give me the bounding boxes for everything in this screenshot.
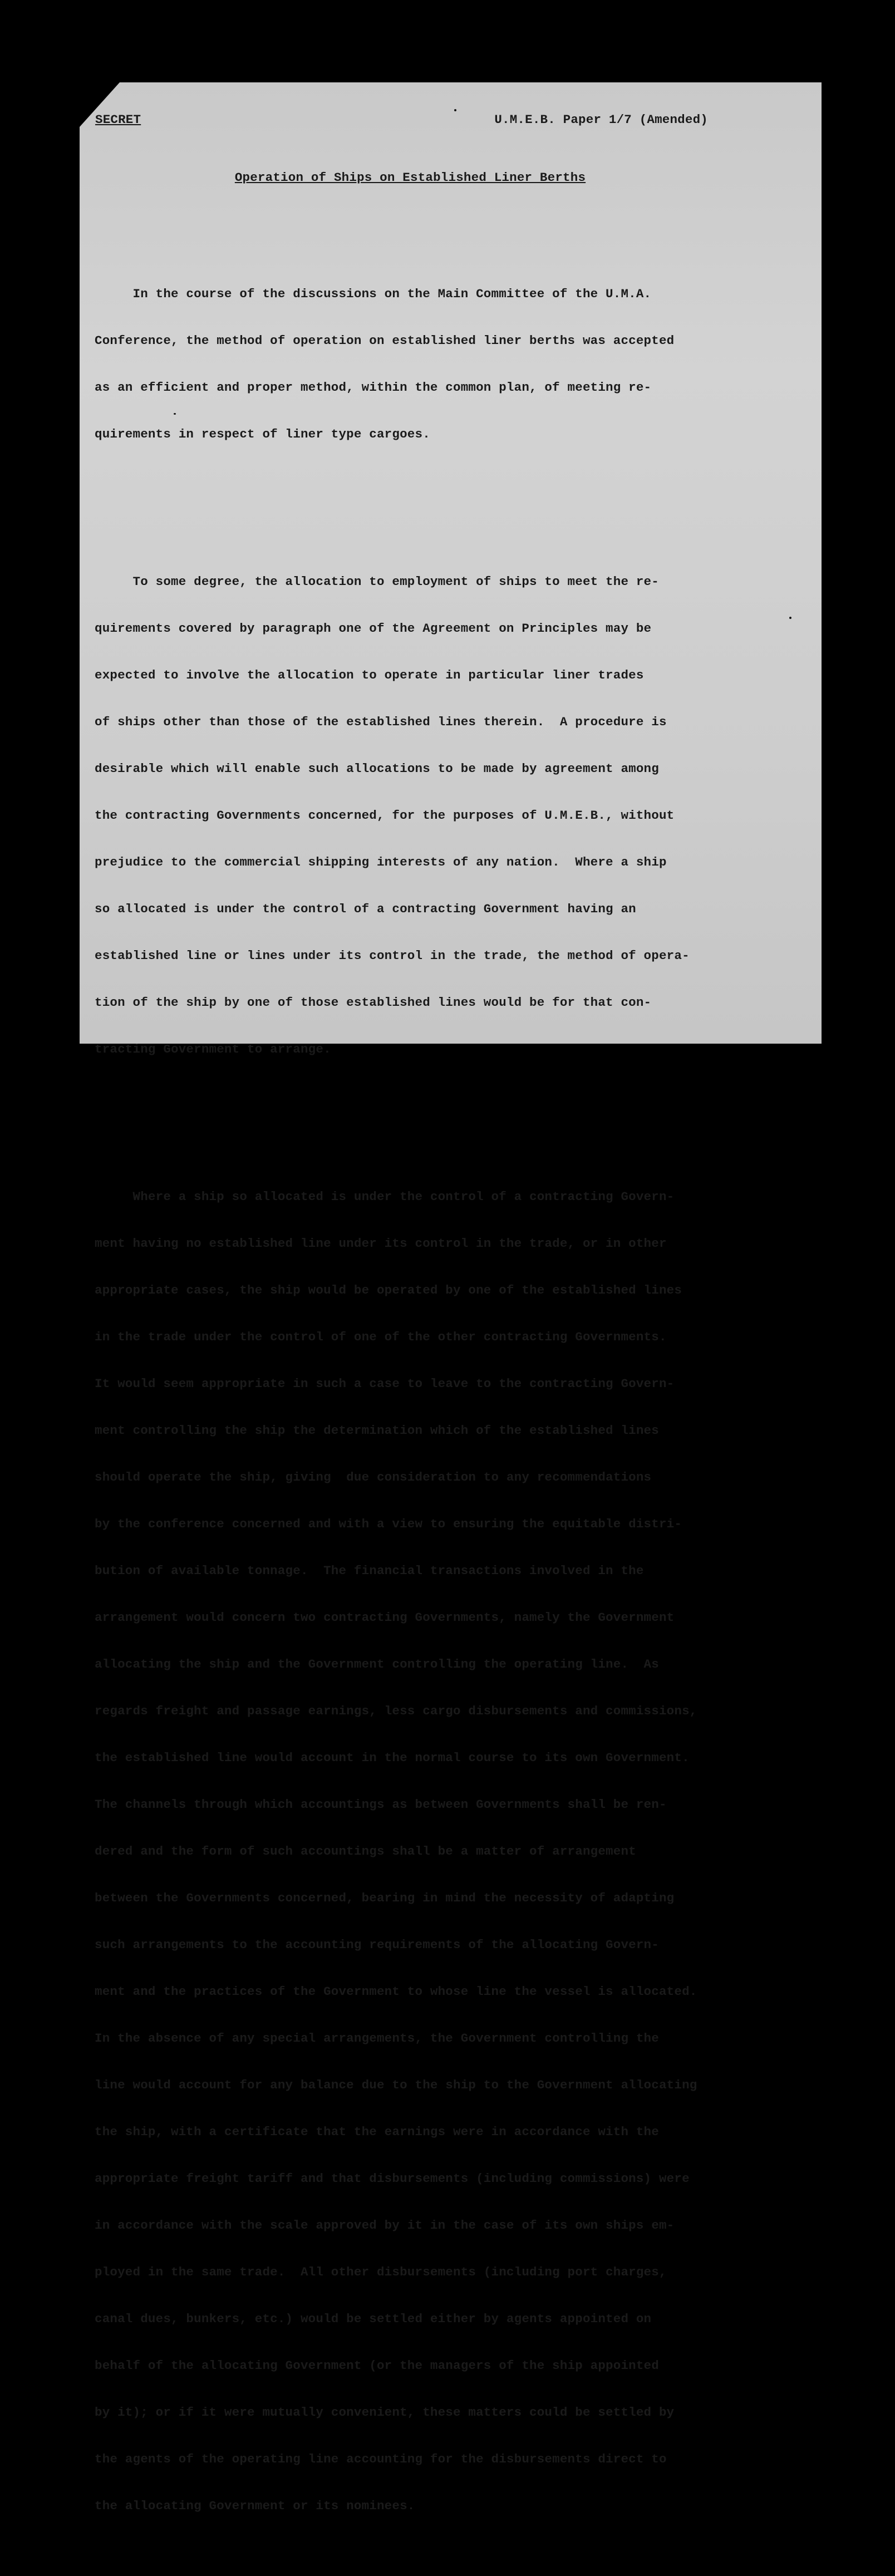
text-line: established line or lines under its control in the trade, the method of opera-	[95, 948, 690, 963]
text-line: allocating the ship and the Government controlling the operating line. As	[95, 1657, 659, 1672]
text-line: regards freight and passage earnings, less cargo disbursements and commissions,	[95, 1704, 697, 1718]
text-line: the agents of the operating line accounting for the disbursements direct to	[95, 2452, 667, 2466]
text-line: appropriate freight tariff and that disbursements (including commissions) were	[95, 2171, 690, 2186]
text-line: the ship, with a certificate that the earnings were in accordance with the	[95, 2125, 659, 2139]
text-line: ment controlling the ship the determination which of the established lines	[95, 1423, 659, 1438]
text-line: The channels through which accountings as between Governments shall be ren-	[95, 1797, 667, 1812]
text-line: ment having no established line under its control in the trade, or in other	[95, 1236, 667, 1251]
text-line: bution of available tonnage. The financial transactions involved in the	[95, 1564, 644, 1578]
text-line: tion of the ship by one of those established lines would be for that con-	[95, 995, 652, 1010]
text-line: so allocated is under the control of a contracting Government having an	[95, 902, 636, 916]
text-line: canal dues, bunkers, etc.) would be settled either by agents appointed on	[95, 2312, 652, 2326]
classification-marking: SECRET	[95, 112, 141, 127]
text-line: the established line would account in the normal course to its own Government.	[95, 1751, 690, 1765]
paragraph-1	[95, 255, 701, 473]
text-line: desirable which will enable such allocations to be made by agreement among	[95, 761, 659, 776]
text-line: In the course of the discussions on the Main Committee of the U.M.A.	[95, 287, 652, 301]
text-line: the allocating Government or its nominees.	[95, 2499, 415, 2513]
paper-reference: U.M.E.B. Paper 1/7 (Amended)	[494, 112, 708, 127]
text-line: expected to involve the allocation to operate in particular liner trades	[95, 668, 644, 682]
text-line: Conference, the method of operation on established liner berths was accepted	[95, 333, 675, 348]
document-body	[95, 81, 708, 2576]
text-line: Where a ship so allocated is under the control of a contracting Govern-	[95, 1189, 675, 1204]
text-line: should operate the ship, giving due consideration to any recommendations	[95, 1470, 652, 1484]
text-line: ployed in the same trade. All other disbursements (including port charges,	[95, 2265, 667, 2279]
text-line: by it); or if it were mutually convenient, these matters could be settled by	[95, 2405, 675, 2420]
text-line: of ships other than those of the established lines therein. A procedure is	[95, 715, 667, 729]
text-line: arrangement would concern two contracting Governments, namely the Government	[95, 1610, 675, 1625]
text-line: appropriate cases, the ship would be operated by one of the established lines	[95, 1283, 682, 1297]
text-line: line would account for any balance due to the ship to the Government allocating	[95, 2078, 697, 2092]
paragraph-3	[95, 1158, 701, 2545]
text-line: quirements covered by paragraph one of the Agreement on Principles may be	[95, 621, 652, 636]
text-line: prejudice to the commercial shipping interests of any nation. Where a ship	[95, 855, 667, 869]
text-line: quirements in respect of liner type cargoes.	[95, 427, 430, 441]
document-header	[95, 112, 708, 134]
text-line: tracting Government to arrange.	[95, 1042, 331, 1056]
text-line: between the Governments concerned, bearing in mind the necessity of adapting	[95, 1891, 675, 1905]
text-line: behalf of the allocating Government (or the managers of the ship appointed	[95, 2358, 659, 2373]
text-line: To some degree, the allocation to employment of ships to meet the re-	[95, 574, 659, 589]
text-line: in the trade under the control of one of the other contracting Governments.	[95, 1330, 667, 1344]
paragraph-2	[95, 543, 701, 1088]
text-line: In the absence of any special arrangements, the Government controlling the	[95, 2031, 659, 2046]
text-line: dered and the form of such accountings shall be a matter of arrangement	[95, 1844, 636, 1859]
dust-speck	[789, 617, 791, 619]
text-line: the contracting Governments concerned, for the purposes of U.M.E.B., without	[95, 808, 675, 823]
text-line: It would seem appropriate in such a case to leave to the contracting Govern-	[95, 1377, 675, 1391]
document-title: Operation of Ships on Established Liner Berths	[234, 170, 586, 185]
text-line: by the conference concerned and with a view to ensuring the equitable distri-	[95, 1517, 682, 1531]
text-line: as an efficient and proper method, within the common plan, of meeting re-	[95, 380, 652, 395]
text-line: ment and the practices of the Government to whose line the vessel is allocated.	[95, 1984, 697, 1999]
text-line: in accordance with the scale approved by it in the case of its own ships em-	[95, 2218, 675, 2233]
text-line: such arrangements to the accounting requirements of the allocating Govern-	[95, 1938, 659, 1952]
